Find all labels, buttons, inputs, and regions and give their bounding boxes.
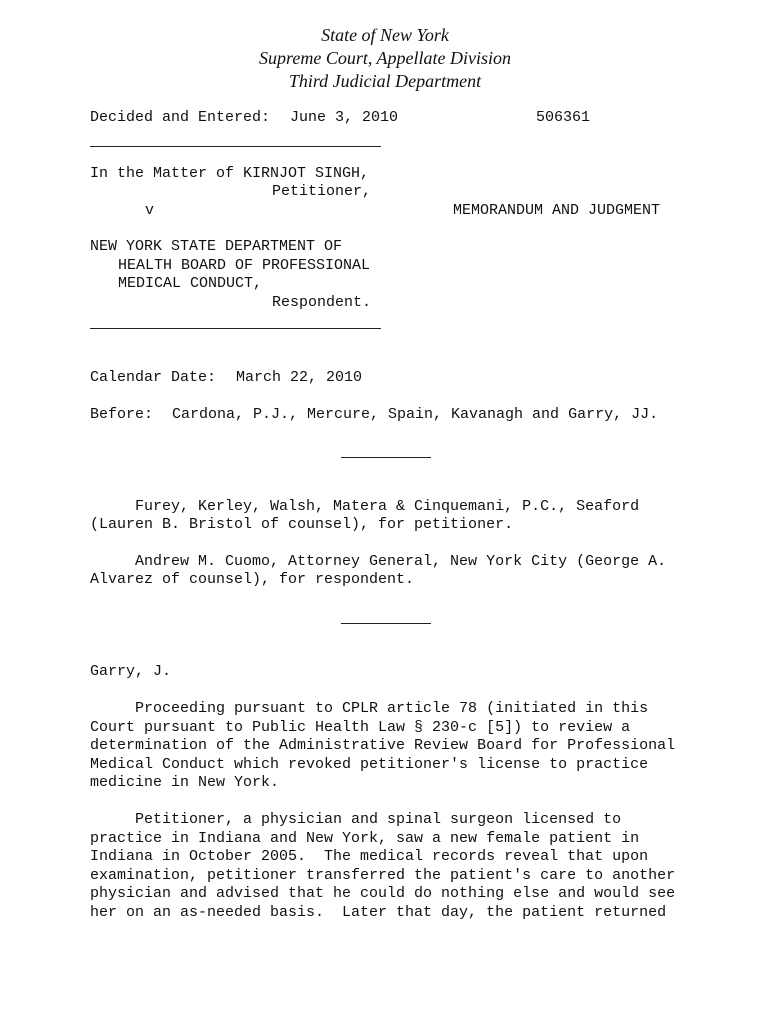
paragraph-line: her on an as-needed basis. Later that day, the patient returned [90,904,667,921]
petitioner-counsel-line-1: Furey, Kerley, Walsh, Matera & Cinquemani, P.C., Seaford [90,498,640,515]
court-name: Supreme Court, Appellate Division [259,48,511,68]
respondent-name-line-1: NEW YORK STATE DEPARTMENT OF [90,238,343,255]
paragraph-line: determination of the Administrative Review Board for Professional [90,737,676,754]
section-divider-1 [341,457,431,458]
paragraph-line: medicine in New York. [90,774,280,791]
respondent-name-line-3: MEDICAL CONDUCT, [118,275,263,292]
paragraph-line: examination, petitioner transferred the patient's care to another [90,867,676,884]
department-name: Third Judicial Department [288,71,482,91]
paragraph-line: Court pursuant to Public Health Law § 230-c [5]) to review a [90,719,631,736]
document-type: MEMORANDUM AND JUDGMENT [453,202,661,219]
caption-bottom-rule [90,328,381,329]
respondent-designation: Respondent. [272,294,372,311]
docket-number: 506361 [536,109,591,126]
respondent-counsel-line-2: Alvarez of counsel), for respondent. [90,571,415,588]
petitioner-designation: Petitioner, [272,183,372,200]
decided-date: June 3, 2010 [290,109,399,126]
court-header [0,24,770,93]
caption-top-rule [90,146,381,147]
section-divider-2 [341,623,431,624]
decided-label: Decided and Entered: [90,109,271,126]
opinion-author: Garry, J. [90,663,172,680]
paragraph-line: Medical Conduct which revoked petitioner's license to practice [90,756,649,773]
state-name: State of New York [321,25,449,45]
paragraph-line: practice in Indiana and New York, saw a new female patient in [90,830,640,847]
petitioner-counsel-line-2: (Lauren B. Bristol of counsel), for petitioner. [90,516,514,533]
matter-line: In the Matter of KIRNJOT SINGH, [90,165,370,182]
panel-judges: Cardona, P.J., Mercure, Spain, Kavanagh and Garry, JJ. [172,406,659,423]
paragraph-line: Indiana in October 2005. The medical records reveal that upon [90,848,649,865]
before-label: Before: [90,406,154,423]
versus: v [145,202,155,219]
paragraph-line: physician and advised that he could do nothing else and would see [90,885,676,902]
respondent-counsel-line-1: Andrew M. Cuomo, Attorney General, New York City (George A. [90,553,667,570]
calendar-label: Calendar Date: [90,369,217,386]
paragraph-line: Petitioner, a physician and spinal surgeon licensed to [90,811,622,828]
respondent-name-line-2: HEALTH BOARD OF PROFESSIONAL [118,257,371,274]
calendar-date: March 22, 2010 [236,369,363,386]
paragraph-line: Proceeding pursuant to CPLR article 78 (initiated in this [90,700,649,717]
